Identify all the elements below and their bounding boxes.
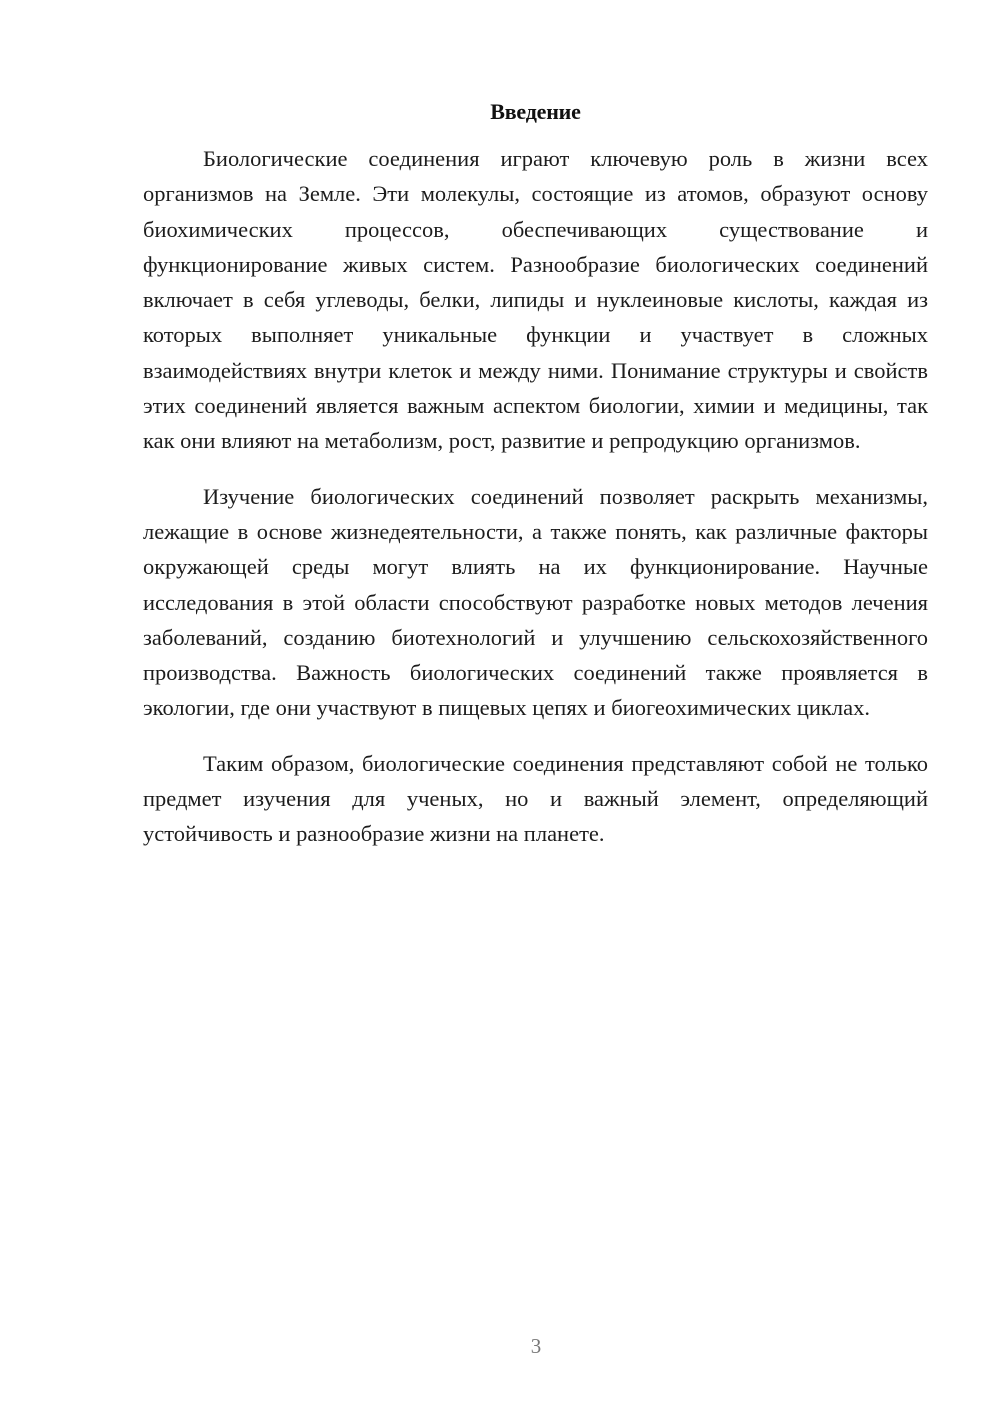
paragraph-1: Биологические соединения играют ключевую роль в жизни всех организмов на Земле. Эти молекулы, состоящие из атомов, образуют основу биохимических процессов, обеспечивающих существование и функционирование живых систем. Разнообразие биологических соединений включает в себя углеводы, белки, липиды и нуклеиновые кислоты, каждая из которых выполняет уникальные функции и участвует в сложных взаимодействиях внутри клеток и между ними. Понимание структуры и свойств этих соединений является важным аспектом биологии, химии и медицины, так как они влияют на метаболизм, рост, развитие и репродукцию организмов. [143,146,928,454]
section-heading: Введение [490,99,581,124]
paragraph-2: Изучение биологических соединений позволяет раскрыть механизмы, лежащие в основе жизнедеятельности, а также понять, как различные факторы окружающей среды могут влиять на их функционирование. Научные исследования в этой области способствуют разработке новых методов лечения заболеваний, созданию биотехнологий и улучшению сельскохозяйственного производства. Важность биологических соединений также проявляется в экологии, где они участвуют в пищевых цепях и биогеохимических циклах. [143,483,928,721]
page-content [143,96,928,852]
paragraph-3: Таким образом, биологические соединения представляют собой не только предмет изучения для ученых, но и важный элемент, определяющий устойчивость и разнообразие жизни на планете. [143,750,928,847]
page-number: 3 [530,1334,542,1358]
